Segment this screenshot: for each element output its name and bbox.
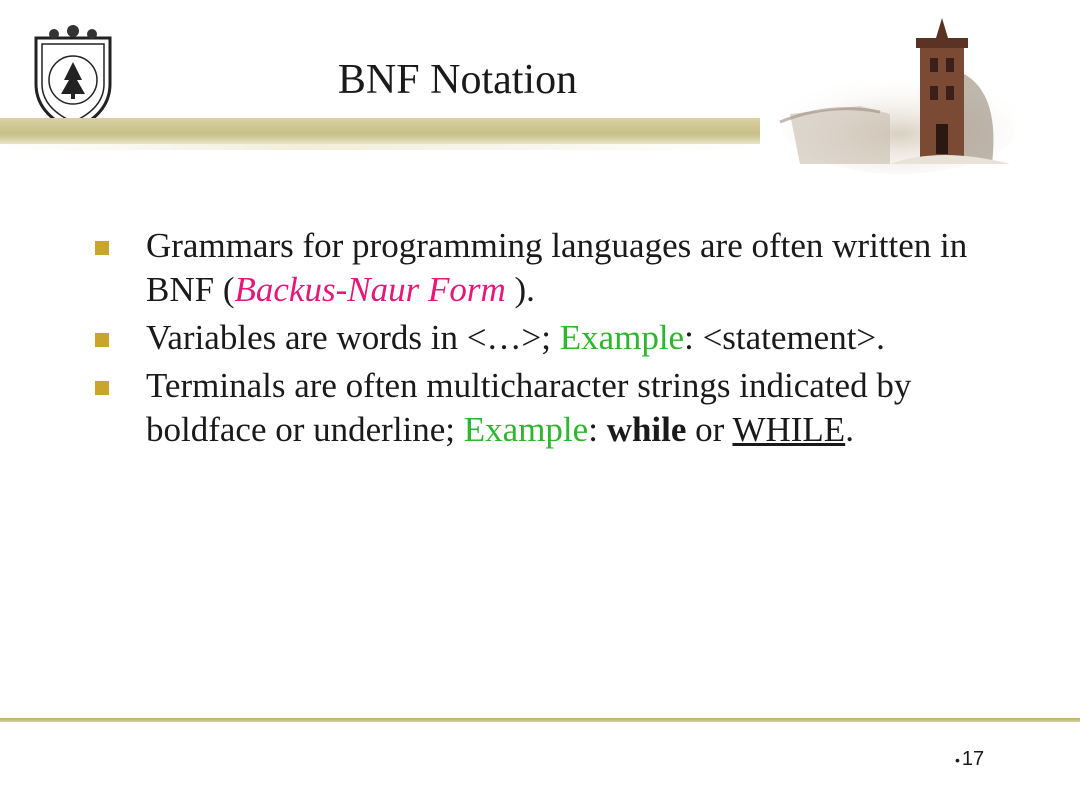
example-label: Example <box>463 410 589 449</box>
page-number-text: 17 <box>961 748 985 770</box>
bullet-text: ). <box>505 270 535 309</box>
bullet-text: Grammars for programming languages are often written in BNF ( <box>146 226 968 309</box>
bullet-text: : <box>588 410 607 449</box>
page-dot: • <box>955 751 960 768</box>
underlined-terminal: WHILE <box>732 410 846 449</box>
clock-tower-image <box>770 14 1015 174</box>
footer-divider <box>0 718 1080 722</box>
bullet-text: . <box>845 410 854 449</box>
bullet-text: : <statement>. <box>684 318 885 357</box>
bullet-item <box>95 364 995 452</box>
bullet-marker-icon <box>95 381 109 395</box>
slide-title: BNF Notation <box>337 57 578 103</box>
bullet-text: or <box>686 410 733 449</box>
title-accent-bar <box>0 118 760 144</box>
title-accent-fade <box>0 144 760 150</box>
bnf-expansion: Backus-Naur Form <box>234 270 506 309</box>
example-label: Example <box>559 318 685 357</box>
bullet-marker-icon <box>95 333 109 347</box>
bullet-item <box>95 316 995 360</box>
page-number <box>955 748 984 771</box>
bullet-text: Variables are words in <…>; <box>146 318 560 357</box>
bullet-marker-icon <box>95 241 109 255</box>
bullet-text: Terminals are often multicharacter strings indicated by boldface or underline; <box>146 366 912 449</box>
bullet-item <box>95 224 995 312</box>
bullet-list <box>95 224 995 456</box>
bold-terminal: while <box>606 410 687 449</box>
